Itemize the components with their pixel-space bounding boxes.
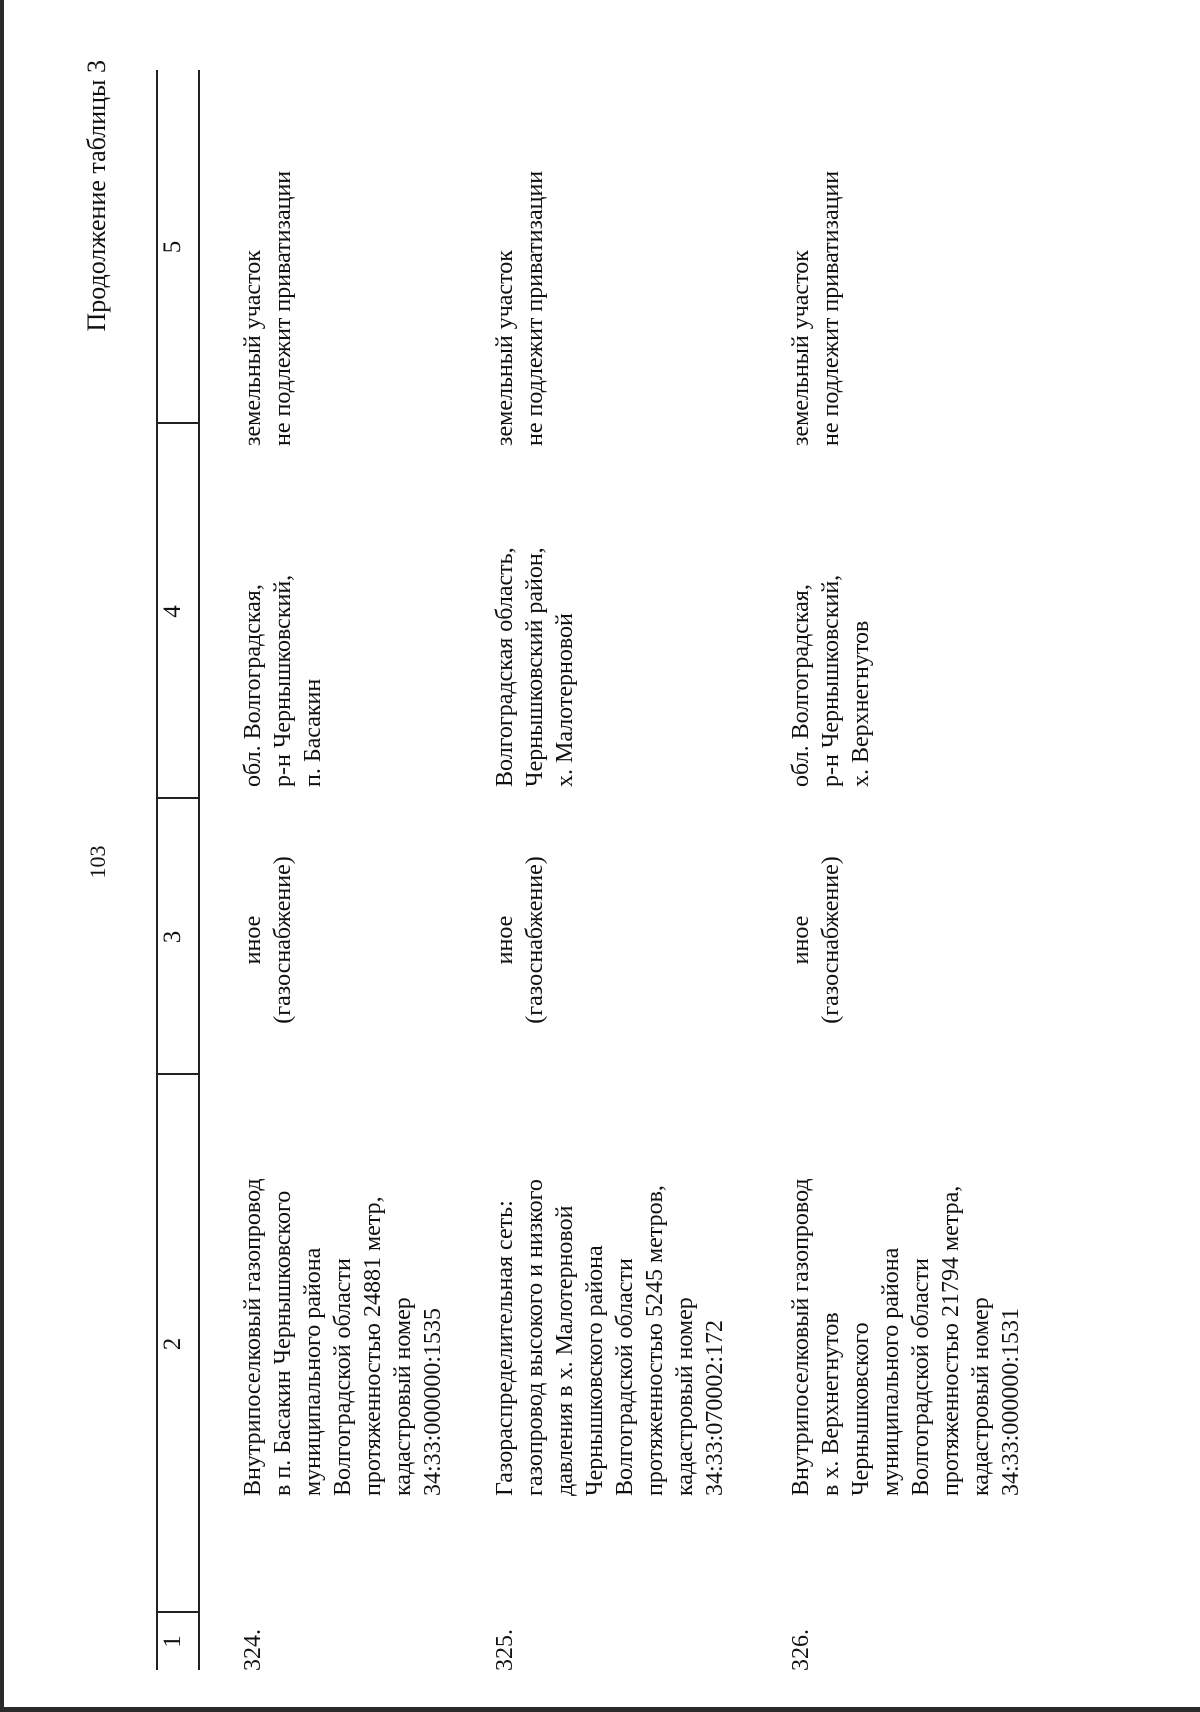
text-line: иное xyxy=(240,915,266,965)
address xyxy=(786,575,876,787)
text-line: (газоснабжение) xyxy=(818,856,844,1024)
text-line: иное xyxy=(788,915,814,965)
text-line: земельный участок xyxy=(492,250,518,446)
text-line: 34:33:000000:1535 xyxy=(420,1307,446,1496)
object-name xyxy=(490,1179,730,1496)
column-number: 4 xyxy=(159,605,186,618)
text-line: р-н Чернышковский, xyxy=(818,574,844,787)
text-line: протяженностью 21794 метра, xyxy=(938,1185,964,1496)
text-line: иное xyxy=(492,915,518,965)
text-line: 34:33:070002:172 xyxy=(702,1319,728,1496)
text-line: земельный участок xyxy=(240,250,266,446)
text-line: Волгоградской области xyxy=(330,1258,356,1496)
object-name xyxy=(238,1178,448,1496)
text-line: протяженностью 24881 метр, xyxy=(360,1196,386,1496)
text-line: кадастровый номер xyxy=(390,1297,416,1496)
text-line: Внутрипоселковый газопровод xyxy=(788,1178,814,1496)
text-line: Внутрипоселковый газопровод xyxy=(240,1178,266,1496)
text-line: Волгоградской области xyxy=(908,1258,934,1496)
text-line: Волгоградская область, xyxy=(492,547,518,787)
page-number: 103 xyxy=(85,845,110,879)
column-number: 3 xyxy=(159,930,186,944)
text-line: (газоснабжение) xyxy=(270,856,296,1024)
text-line: газопровод высокого и низкого xyxy=(522,1179,548,1496)
text-line: не подлежит приватизации xyxy=(818,170,844,446)
purpose xyxy=(238,840,298,1040)
column-number: 1 xyxy=(159,1635,186,1648)
text-line: муниципального района xyxy=(878,1247,904,1496)
text-line: Чернышковского района xyxy=(582,1245,608,1496)
object-name xyxy=(786,1178,1026,1496)
table-caption: Продолжение таблицы 3 xyxy=(82,60,111,332)
address xyxy=(238,575,328,787)
text-line: протяженностью 5245 метров, xyxy=(642,1185,668,1496)
row-number: 325. xyxy=(492,1629,518,1671)
text-line: земельный участок xyxy=(788,250,814,446)
column-number: 5 xyxy=(159,240,186,254)
text-line: Чернышковского xyxy=(848,1322,874,1496)
text-line: х. Малотерновой xyxy=(552,613,578,787)
text-line: кадастровый номер xyxy=(968,1297,994,1496)
text-line: (газоснабжение) xyxy=(522,856,548,1024)
text-line: 34:33:000000:1531 xyxy=(998,1307,1024,1496)
text-line: кадастровый номер xyxy=(672,1297,698,1496)
text-line: в п. Басакин Чернышковского xyxy=(270,1190,296,1496)
text-line: п. Басакин xyxy=(300,678,326,787)
text-line: обл. Волгоградская, xyxy=(240,584,266,787)
row-number: 326. xyxy=(788,1629,814,1671)
column-number: 2 xyxy=(159,1337,186,1351)
text-line: Волгоградской области xyxy=(612,1258,638,1496)
note xyxy=(238,171,298,446)
text-line: давления в х. Малотерновой xyxy=(552,1205,578,1496)
text-line: не подлежит приватизации xyxy=(270,170,296,446)
note xyxy=(490,171,550,446)
note xyxy=(786,171,846,446)
text-line: муниципального района xyxy=(300,1247,326,1496)
text-line: Газораспределительная сеть: xyxy=(492,1200,518,1496)
text-line: Чернышковский район, xyxy=(522,547,548,787)
text-line: не подлежит приватизации xyxy=(522,170,548,446)
text-line: р-н Чернышковский, xyxy=(270,574,296,787)
row-number: 324. xyxy=(240,1629,266,1671)
address xyxy=(490,547,580,787)
text-line: обл. Волгоградская, xyxy=(788,584,814,787)
purpose xyxy=(490,840,550,1040)
text-line: в х. Верхнегнутов xyxy=(818,1312,844,1496)
text-line: х. Верхнегнутов xyxy=(848,620,874,787)
purpose xyxy=(786,840,846,1040)
header-bottom-rule xyxy=(198,70,200,1670)
